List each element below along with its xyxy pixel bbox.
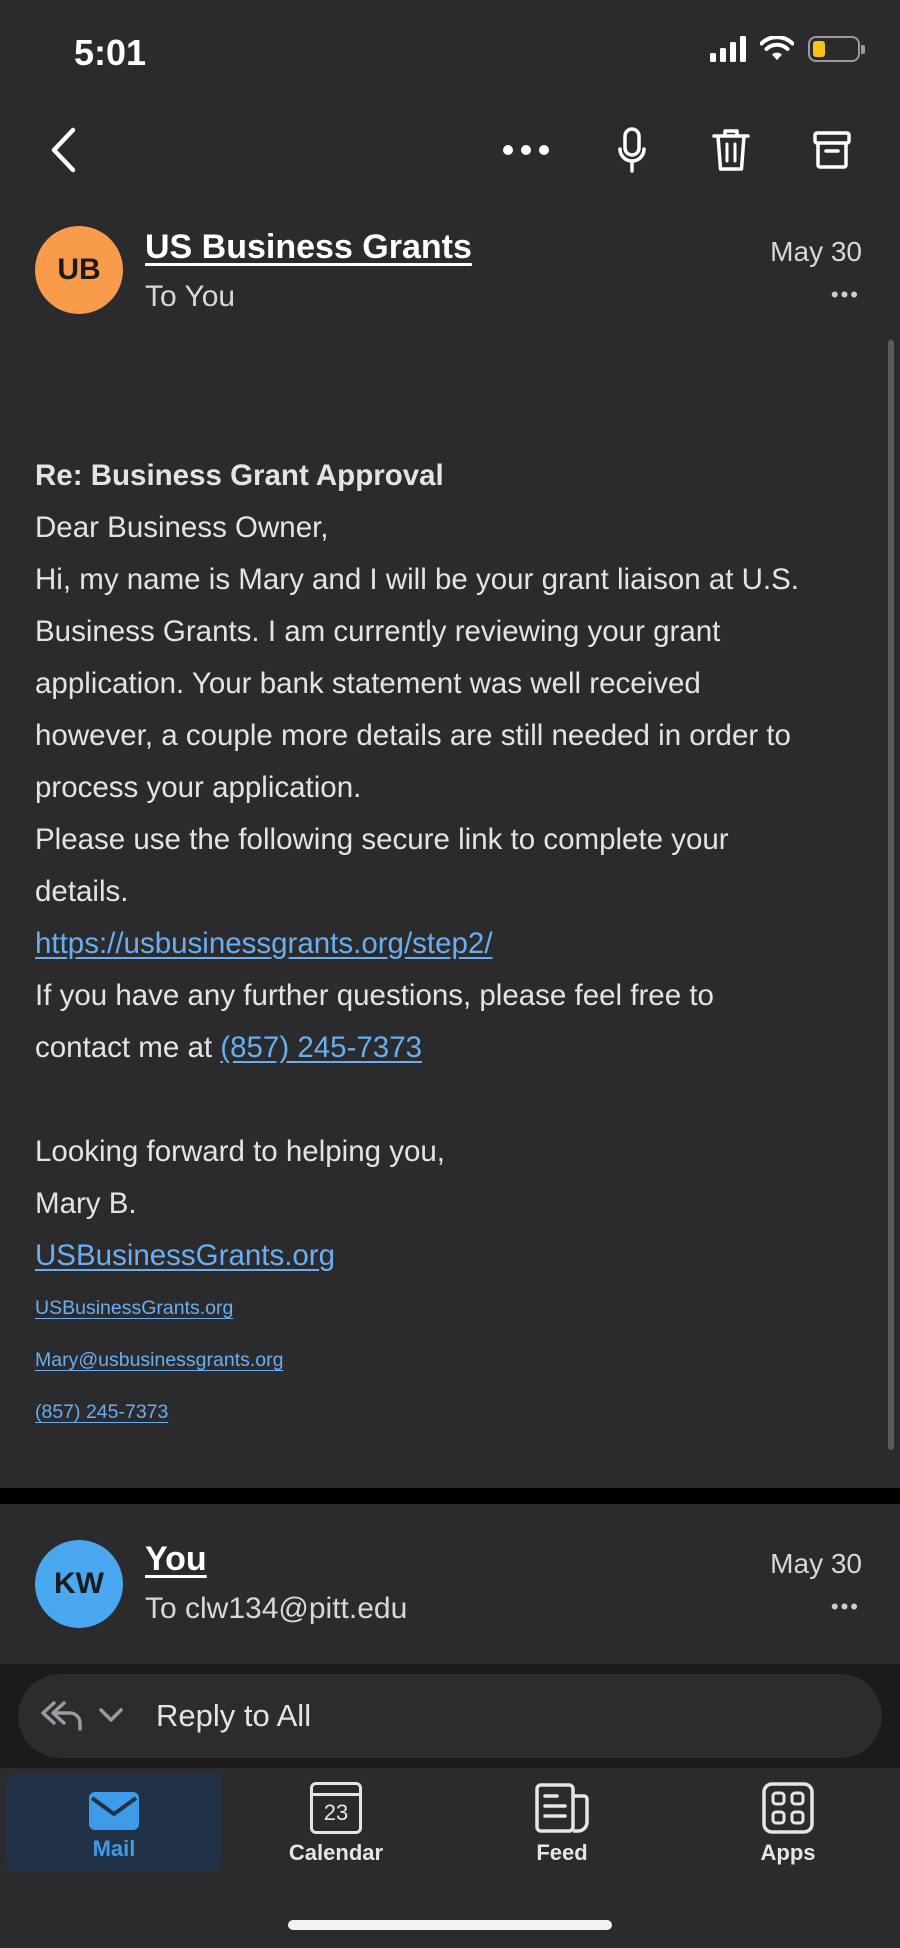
tab-apps[interactable] — [680, 1774, 896, 1872]
scrollbar[interactable] — [888, 340, 894, 1450]
dictate-button[interactable] — [612, 120, 652, 180]
apps-grid-icon — [762, 1782, 814, 1834]
email-message — [0, 200, 900, 1488]
tab-label: Calendar — [288, 1840, 384, 1865]
body-line: Business Grants. I am currently reviewing your grant — [35, 615, 721, 648]
sender-name[interactable]: US Business Grants — [145, 228, 472, 266]
cell-signal-icon — [710, 36, 746, 62]
microphone-icon — [617, 127, 647, 173]
footer-site-link[interactable]: USBusinessGrants.org — [35, 1297, 234, 1319]
body-line: details. — [35, 875, 129, 908]
back-button[interactable] — [40, 120, 86, 180]
closing-line: Looking forward to helping you, — [35, 1135, 445, 1168]
reply-all-icon — [40, 1699, 84, 1733]
signature-site-link[interactable]: USBusinessGrants.org — [35, 1239, 336, 1272]
ellipsis-icon — [502, 144, 550, 156]
tab-label: Feed — [536, 1840, 588, 1865]
chevron-left-icon — [49, 127, 77, 173]
message-more-button[interactable]: ••• — [830, 282, 860, 307]
tab-calendar[interactable] — [228, 1774, 444, 1872]
signature-name: Mary B. — [35, 1187, 137, 1220]
thread-divider — [0, 1488, 900, 1504]
status-time: 5:01 — [74, 32, 147, 73]
tab-feed[interactable] — [454, 1774, 670, 1872]
secure-link[interactable]: https://usbusinessgrants.org/step2/ — [35, 927, 493, 960]
body-line: Please use the following secure link to complete your — [35, 823, 729, 856]
mail-icon — [89, 1792, 139, 1830]
wifi-icon — [760, 36, 794, 62]
message-date: May 30 — [770, 236, 862, 267]
feed-icon — [534, 1782, 590, 1834]
calendar-date: 23 — [323, 1800, 349, 1825]
reply-area — [0, 1664, 900, 1768]
more-actions-button[interactable] — [498, 120, 554, 180]
home-indicator[interactable] — [288, 1920, 612, 1930]
delete-button[interactable] — [708, 120, 754, 180]
message-more-button[interactable]: ••• — [830, 1594, 860, 1619]
phone-link[interactable]: (857) 245-7373 — [220, 1031, 423, 1064]
tab-mail[interactable] — [6, 1774, 222, 1872]
archive-icon — [813, 130, 851, 170]
body-line: process your application. — [35, 771, 362, 804]
chevron-down-icon[interactable] — [98, 1706, 124, 1724]
calendar-icon — [310, 1782, 362, 1834]
tab-label: Mail — [92, 1836, 136, 1861]
body-line: Dear Business Owner, — [35, 511, 329, 544]
subject-line: Re: Business Grant Approval — [35, 459, 444, 492]
reply-all-button[interactable] — [18, 1674, 882, 1758]
body-line: If you have any further questions, please feel free to — [35, 979, 714, 1012]
status-icons — [710, 36, 860, 62]
battery-icon — [808, 36, 860, 62]
message-toolbar — [0, 120, 900, 180]
recipient-line[interactable]: To You — [145, 280, 236, 313]
recipient-line[interactable]: To clw134@pitt.edu — [145, 1592, 408, 1625]
body-line: however, a couple more details are still needed in order to — [35, 719, 791, 752]
avatar[interactable]: UB — [35, 226, 123, 314]
email-message-collapsed[interactable] — [0, 1504, 900, 1664]
archive-button[interactable] — [810, 120, 854, 180]
top-bar — [0, 0, 900, 200]
contact-prefix: contact me at — [35, 1031, 221, 1064]
footer-email-link[interactable]: Mary@usbusinessgrants.org — [35, 1349, 284, 1371]
trash-icon — [711, 127, 751, 173]
reply-label: Reply to All — [156, 1698, 312, 1733]
footer-phone-link[interactable]: (857) 245-7373 — [35, 1401, 169, 1423]
tab-label: Apps — [760, 1840, 816, 1865]
message-date: May 30 — [770, 1548, 862, 1579]
sender-name[interactable]: You — [145, 1540, 207, 1578]
body-line: Hi, my name is Mary and I will be your grant liaison at U.S. — [35, 563, 800, 596]
body-line: application. Your bank statement was well received — [35, 667, 701, 700]
avatar[interactable]: KW — [35, 1540, 123, 1628]
message-body — [35, 450, 865, 1438]
